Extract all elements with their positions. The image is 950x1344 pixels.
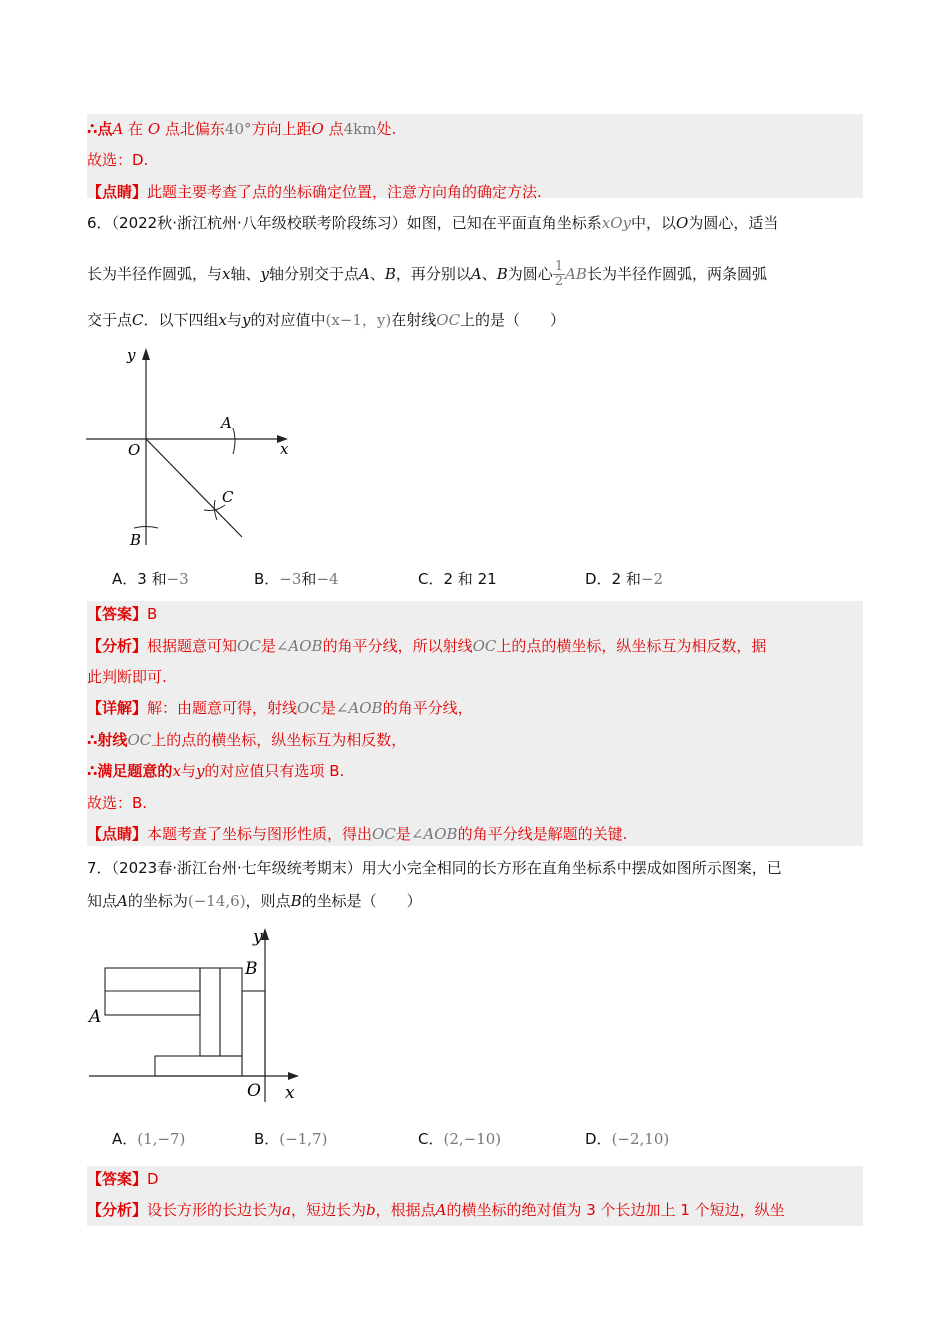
q7-line-2: 知点A的坐标为(−14,6)，则点B的坐标是（ ） — [87, 892, 422, 910]
q7-line-1: 7．（2023春·浙江台州·七年级统考期末）用大小完全相同的长方形在直角坐标系中摆成如图所示图案，已 — [87, 859, 782, 877]
q7-option-c[interactable]: C．(2,−10) — [418, 1130, 502, 1148]
q7-figure — [85, 922, 305, 1107]
q6-label-b: B — [130, 531, 142, 549]
q6-option-c[interactable]: C．2 和 21 — [418, 570, 497, 588]
prev-tip: 【点睛】此题主要考查了点的坐标确定位置，注意方向角的确定方法. — [87, 183, 542, 201]
q6-detail-4: 故选：B. — [87, 794, 148, 812]
q7-label-y: y — [253, 927, 263, 947]
q6-line-1: 6．（2022秋·浙江杭州·八年级校联考阶段练习）如图，已知在平面直角坐标系xOy中，以O为圆心，适当 — [87, 214, 779, 232]
q7-label-o: O — [247, 1081, 261, 1101]
q6-label-a: A — [221, 414, 232, 432]
q7-option-a[interactable]: A．(1,−7) — [112, 1130, 186, 1148]
prev-line-1: ∴点A 在 O 点北偏东40°方向上距O 点4km处. — [87, 120, 397, 138]
q6-detail-2: ∴射线OC上的点的横坐标，纵坐标互为相反数， — [87, 731, 407, 749]
q6-line-3: 交于点C．以下四组x与y的对应值中(x−1，y)在射线OC上的是（ ） — [87, 311, 566, 329]
q7-option-b[interactable]: B．(−1,7) — [254, 1130, 328, 1148]
q6-tip: 【点睛】本题考查了坐标与图形性质，得出OC是∠AOB的角平分线是解题的关键. — [87, 825, 628, 843]
q7-option-d[interactable]: D．(−2,10) — [585, 1130, 670, 1148]
q6-answer: 【答案】B — [87, 605, 158, 623]
q6-analysis-2: 此判断即可. — [87, 668, 167, 686]
q6-label-o: O — [128, 441, 141, 459]
fraction-half: $\frac{1}{2}$ — [554, 259, 564, 289]
q6-option-a[interactable]: A．3 和−3 — [112, 570, 189, 588]
q7-label-a: A — [89, 1007, 102, 1027]
q6-option-b[interactable]: B．−3和−4 — [254, 570, 339, 588]
q7-label-x: x — [285, 1083, 295, 1103]
q7-analysis: 【分析】设长方形的长边长为a，短边长为b，根据点A的横坐标的绝对值为 3 个长边加上 1 个短边，纵坐 — [87, 1201, 785, 1219]
q7-answer: 【答案】D — [87, 1170, 159, 1188]
q6-label-x: x — [280, 440, 289, 458]
q6-analysis-1: 【分析】根据题意可知OC是∠AOB的角平分线，所以射线OC上的点的横坐标，纵坐标互为相反数，据 — [87, 637, 767, 655]
q6-detail-1: 【详解】解：由题意可得，射线OC是∠AOB的角平分线， — [87, 699, 473, 717]
q6-figure — [80, 340, 300, 555]
q6-line-2: 长为半径作圆弧，与x轴、y轴分别交于点A、B，再分别以A、B为圆心 $\frac{1}{2}$ AB长为半径作圆弧，两条圆弧 — [87, 259, 767, 289]
prev-line-2: 故选：D. — [87, 151, 149, 169]
q7-label-b: B — [245, 959, 258, 979]
q6-label-c: C — [222, 488, 234, 506]
q6-option-d[interactable]: D．2 和−2 — [585, 570, 663, 588]
q6-label-y: y — [127, 346, 136, 364]
q6-detail-3: ∴满足题意的x与y的对应值只有选项 B. — [87, 762, 345, 780]
